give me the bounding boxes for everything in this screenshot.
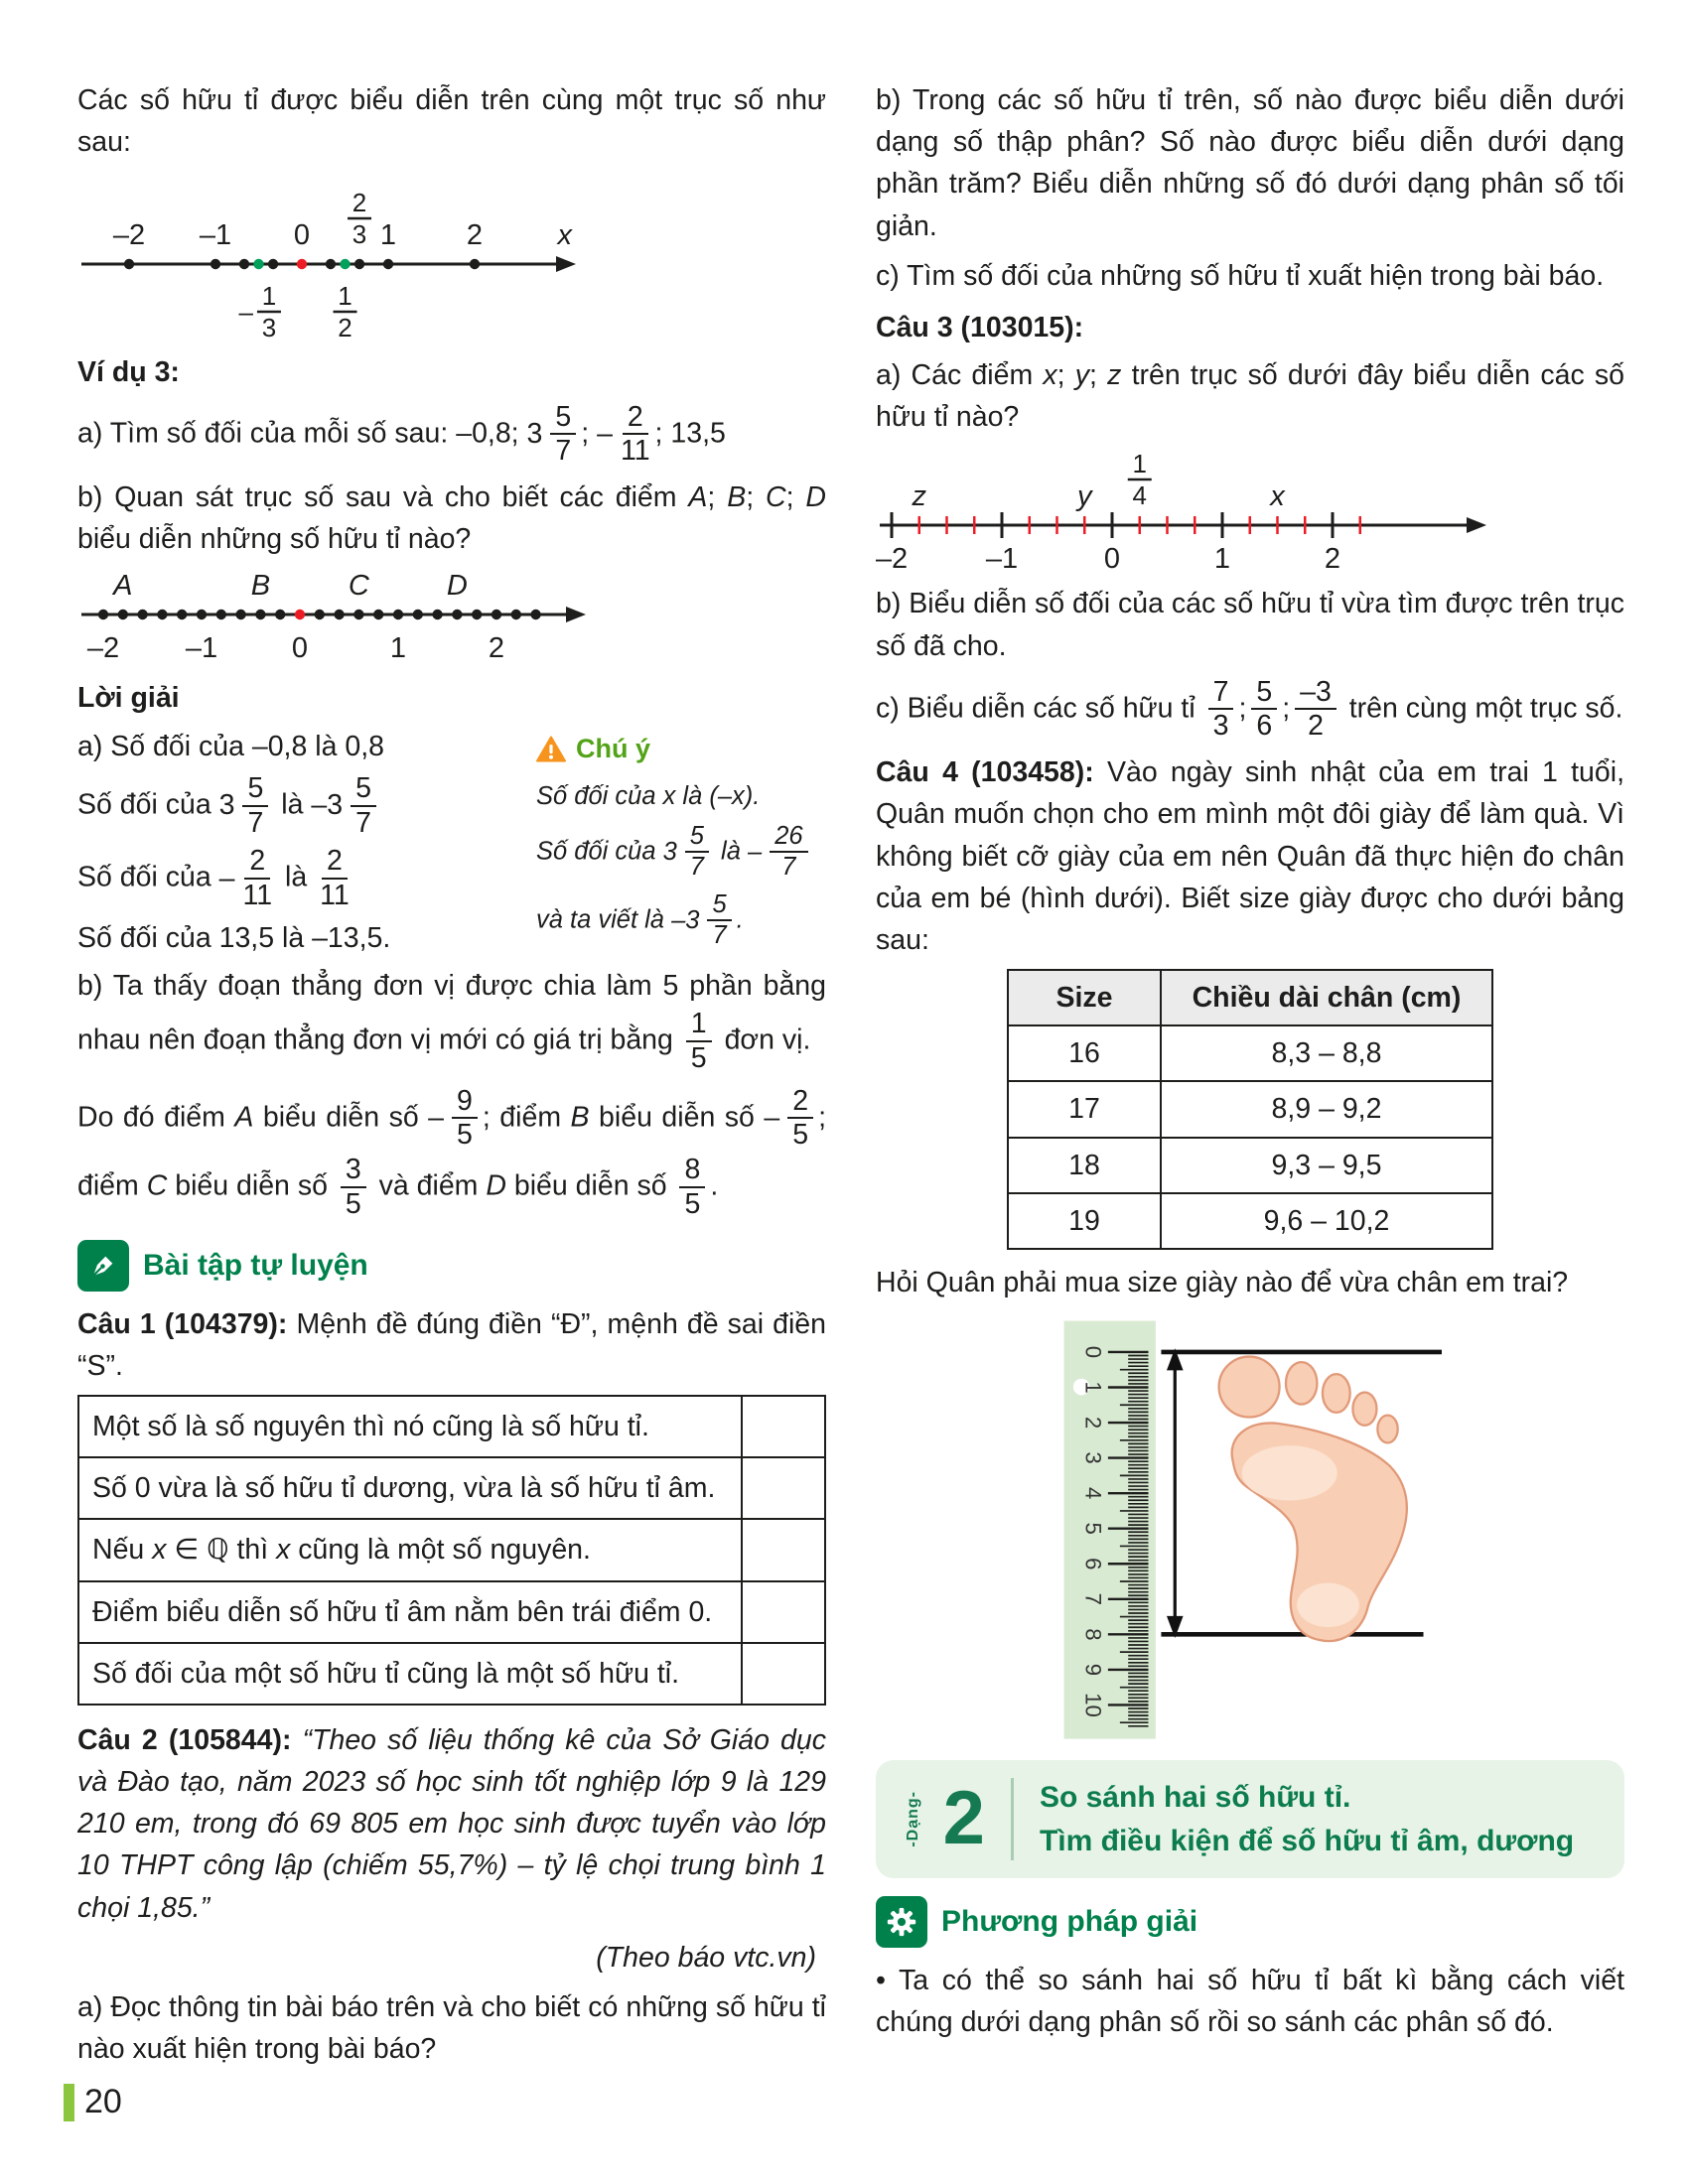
- practice-section-title: Bài tập tự luyện: [143, 1248, 368, 1282]
- answer-cell: [742, 1396, 825, 1457]
- svg-text:2: 2: [1080, 1417, 1106, 1430]
- solution-title: Lời giải: [77, 682, 180, 715]
- answer-cell: [742, 1581, 825, 1643]
- size-header: Size: [1008, 970, 1161, 1025]
- type-2-banner: [876, 1760, 1624, 1878]
- table-row: [78, 1581, 825, 1643]
- svg-text:–1: –1: [185, 632, 218, 665]
- solution-b1: b) Ta thấy đoạn thẳng đơn vị được chia làm 5 phần bằng nhau nên đoạn thẳng đơn vị mới có giá trị bằng $\frac{1}{5}$ đơn vị.: [77, 969, 826, 1074]
- question-3-label: Câu 3 (103015):: [876, 311, 1084, 343]
- svg-text:A: A: [113, 570, 133, 603]
- svg-text:0: 0: [291, 632, 309, 665]
- note-line: Số đối của 3 $\frac{5}{7}$ là – $\frac{26}{7}$: [536, 821, 826, 884]
- type-title: [1040, 1776, 1574, 1862]
- number-line-abcd: [77, 568, 802, 667]
- type-label: -Dạng-: [905, 1791, 921, 1847]
- example-3a: a) Tìm số đối của mỗi số sau: –0,8; 3 $\frac{5}{7}$ ; – $\frac{2}{11}$ ; 13,5: [77, 400, 726, 468]
- svg-text:6: 6: [1080, 1558, 1106, 1570]
- svg-text:9: 9: [1080, 1663, 1106, 1677]
- svg-text:1: 1: [261, 281, 277, 312]
- warning-icon: [536, 736, 566, 762]
- method-section-title: Phương pháp giải: [941, 1904, 1198, 1938]
- foot-length-header: Chiều dài chân (cm): [1161, 970, 1492, 1025]
- svg-text:10: 10: [1080, 1693, 1106, 1717]
- svg-text:y: y: [1077, 480, 1092, 513]
- note-line: Số đối của x là (–x).: [536, 781, 761, 810]
- table-row: [78, 1396, 825, 1457]
- note-box: [536, 726, 826, 963]
- left-column: [77, 79, 826, 2078]
- note-title: Chú ý: [576, 733, 651, 763]
- quote-source: (Theo báo vtc.vn): [596, 1941, 816, 1974]
- svg-text:–2: –2: [86, 632, 120, 665]
- note-line: và ta viết là –3 $\frac{5}{7}$ .: [536, 889, 744, 950]
- svg-text:8: 8: [1080, 1628, 1106, 1641]
- svg-text:1: 1: [1080, 1381, 1106, 1394]
- solution-a3: Số đối của – $\frac{2}{11}$ là $\frac{2}{11}$: [77, 845, 350, 912]
- svg-text:1: 1: [389, 632, 407, 665]
- true-false-table: [77, 1395, 826, 1706]
- intro-paragraph: Các số hữu tỉ được biểu diễn trên cùng một trục số như sau:: [77, 84, 826, 159]
- method-section-header: [876, 1896, 1624, 1948]
- svg-text:–1: –1: [199, 219, 232, 252]
- question-2: Câu 2 (105844): “Theo số liệu thống kê của Sở Giáo dục và Đào tạo, năm 2023 số học sinh tốt nghiệp lớp 9 là 129 210 em, trong đó 69 805 em học sinh được tuyển vào lớp 10 THPT công lập (chiếm 55,7%) – tỷ lệ chọi trung bình 1 chọi 1,85.”: [77, 1723, 827, 1924]
- question-2c: c) Tìm số đối của những số hữu tỉ xuất hiện trong bài báo.: [876, 259, 1605, 292]
- statement-cell: Số 0 vừa là số hữu tỉ dương, vừa là số hữu tỉ âm.: [78, 1457, 742, 1519]
- solution-a2: Số đối của 3 $\frac{5}{7}$ là –3 $\frac{5}{7}$: [77, 771, 520, 841]
- practice-section-header: [77, 1240, 826, 1292]
- svg-text:2: 2: [1324, 543, 1341, 576]
- table-row: [78, 1643, 825, 1705]
- gear-icon: [876, 1896, 927, 1948]
- svg-text:2: 2: [466, 219, 484, 252]
- answer-cell: [742, 1643, 825, 1705]
- footer-accent-bar: [64, 2084, 74, 2121]
- pen-icon: [77, 1240, 129, 1292]
- svg-text:0: 0: [293, 219, 311, 252]
- solution-lines: [77, 726, 520, 963]
- page-footer: [64, 2083, 122, 2121]
- type-number: 2: [942, 1776, 985, 1861]
- right-column: [876, 79, 1624, 2078]
- svg-text:5: 5: [1080, 1522, 1106, 1535]
- svg-text:C: C: [348, 570, 369, 603]
- example-3b: b) Quan sát trục số sau và cho biết các điểm A; B; C; D biểu diễn những số hữu tỉ nào?: [77, 481, 826, 556]
- svg-text:2: 2: [352, 188, 367, 218]
- statement-cell: Một số là số nguyên thì nó cũng là số hữu tỉ.: [78, 1396, 742, 1457]
- svg-text:0: 0: [1103, 543, 1121, 576]
- svg-text:z: z: [912, 480, 926, 513]
- svg-text:0: 0: [1080, 1345, 1106, 1359]
- table-header-row: [1008, 970, 1492, 1025]
- page-number: 20: [84, 2083, 122, 2120]
- solution-with-note: [77, 726, 826, 963]
- svg-text:7: 7: [1080, 1592, 1106, 1606]
- table-row: 18 9,3 – 9,5: [1008, 1138, 1492, 1193]
- shoe-size-table: [1007, 969, 1493, 1250]
- svg-text:x: x: [1270, 480, 1285, 513]
- table-row: 17 8,9 – 9,2: [1008, 1081, 1492, 1137]
- answer-cell: [742, 1519, 825, 1580]
- question-4: Câu 4 (103458): Vào ngày sinh nhật của em trai 1 tuổi, Quân muốn chọn cho em mình một đôi giày để làm quà. Vì không biết cỡ giày của em nên Quân đã thực hiện đo chân của em bé (hình dưới). Biết size giày được cho dưới bảng sau:: [876, 756, 1624, 956]
- svg-text:3: 3: [352, 219, 367, 250]
- svg-text:–2: –2: [112, 219, 146, 252]
- svg-text:1: 1: [338, 281, 352, 312]
- foot-illustration: [1219, 1357, 1407, 1641]
- svg-text:1: 1: [1132, 449, 1147, 479]
- question-3a: a) Các điểm x; y; z trên trục số dưới đây biểu diễn các số hữu tỉ nào?: [876, 359, 1624, 434]
- note-header: [536, 730, 826, 769]
- foot-measurement-figure: [1037, 1315, 1464, 1746]
- type-title-line1: So sánh hai số hữu tỉ.: [1039, 1781, 1351, 1815]
- table-row: [78, 1457, 825, 1519]
- svg-text:B: B: [250, 570, 271, 603]
- svg-text:1: 1: [1213, 543, 1231, 576]
- question-2a: a) Đọc thông tin bài báo trên và cho biết có những số hữu tỉ nào xuất hiện trong bài báo?: [77, 1990, 826, 2066]
- svg-text:2: 2: [488, 632, 505, 665]
- svg-text:–: –: [238, 297, 253, 328]
- note-body: [536, 777, 826, 952]
- example-3-title: Ví dụ 3:: [77, 356, 180, 389]
- svg-text:–1: –1: [985, 543, 1019, 576]
- question-2b: b) Trong các số hữu tỉ trên, số nào được biểu diễn dưới dạng số thập phân? Số nào được biểu diễn dưới dạng phần trăm? Biểu diễn những số đó dưới dạng phân số tối giản.: [876, 84, 1624, 242]
- question-3b: b) Biểu diễn số đối của các số hữu tỉ vừa tìm được trên trục số đã cho.: [876, 588, 1624, 662]
- svg-text:3: 3: [1080, 1451, 1106, 1464]
- statement-cell: Điểm biểu diễn số hữu tỉ âm nằm bên trái điểm 0.: [78, 1581, 742, 1643]
- solution-a4: Số đối của 13,5 là –13,5.: [77, 921, 391, 954]
- solution-b2: Do đó điểm A biểu diễn số – $\frac{9}{5}$ ; điểm B biểu diễn số – $\frac{2}{5}$ ; điểm C biểu diễn số $\frac{3}{5}$ và điểm D biểu diễn số $\frac{8}{5}$ .: [77, 1084, 826, 1220]
- question-3c: c) Biểu diễn các số hữu tỉ $\frac{7}{3}$ ; $\frac{5}{6}$ ; $\frac{-3}{2}$ trên cùng một trục số.: [876, 675, 1623, 743]
- type-title-line2: Tìm điều kiện để số hữu tỉ âm, dương: [1039, 1824, 1575, 1857]
- method-bullet: • Ta có thể so sánh hai số hữu tỉ bất kì bằng cách viết chúng dưới dạng phân số rồi so sánh các phân số đó.: [876, 1965, 1624, 2039]
- number-line-xyz: [876, 446, 1616, 577]
- table-row: 19 9,6 – 10,2: [1008, 1193, 1492, 1249]
- svg-text:4: 4: [1132, 480, 1147, 511]
- statement-cell: Số đối của một số hữu tỉ cũng là một số hữu tỉ.: [78, 1643, 742, 1705]
- number-line-example: [77, 171, 802, 341]
- question-1: Câu 1 (104379): Mệnh đề đúng điền “Đ”, mệnh đề sai điền “S”.: [77, 1307, 826, 1382]
- table-row: [78, 1519, 825, 1580]
- svg-text:4: 4: [1080, 1487, 1106, 1500]
- svg-text:3: 3: [261, 313, 277, 342]
- svg-text:1: 1: [379, 219, 397, 252]
- svg-text:D: D: [446, 570, 468, 603]
- answer-cell: [742, 1457, 825, 1519]
- table-row: 16 8,3 – 8,8: [1008, 1025, 1492, 1081]
- svg-text:–2: –2: [876, 543, 909, 576]
- solution-a1: a) Số đối của –0,8 là 0,8: [77, 730, 384, 762]
- question-4-final: Hỏi Quân phải mua size giày nào để vừa chân em trai?: [876, 1266, 1569, 1298]
- divider: [1011, 1778, 1014, 1860]
- svg-text:2: 2: [338, 313, 352, 342]
- svg-text:x: x: [557, 219, 572, 252]
- statement-cell: Nếu x ∈ ℚ thì x cũng là một số nguyên.: [78, 1519, 742, 1580]
